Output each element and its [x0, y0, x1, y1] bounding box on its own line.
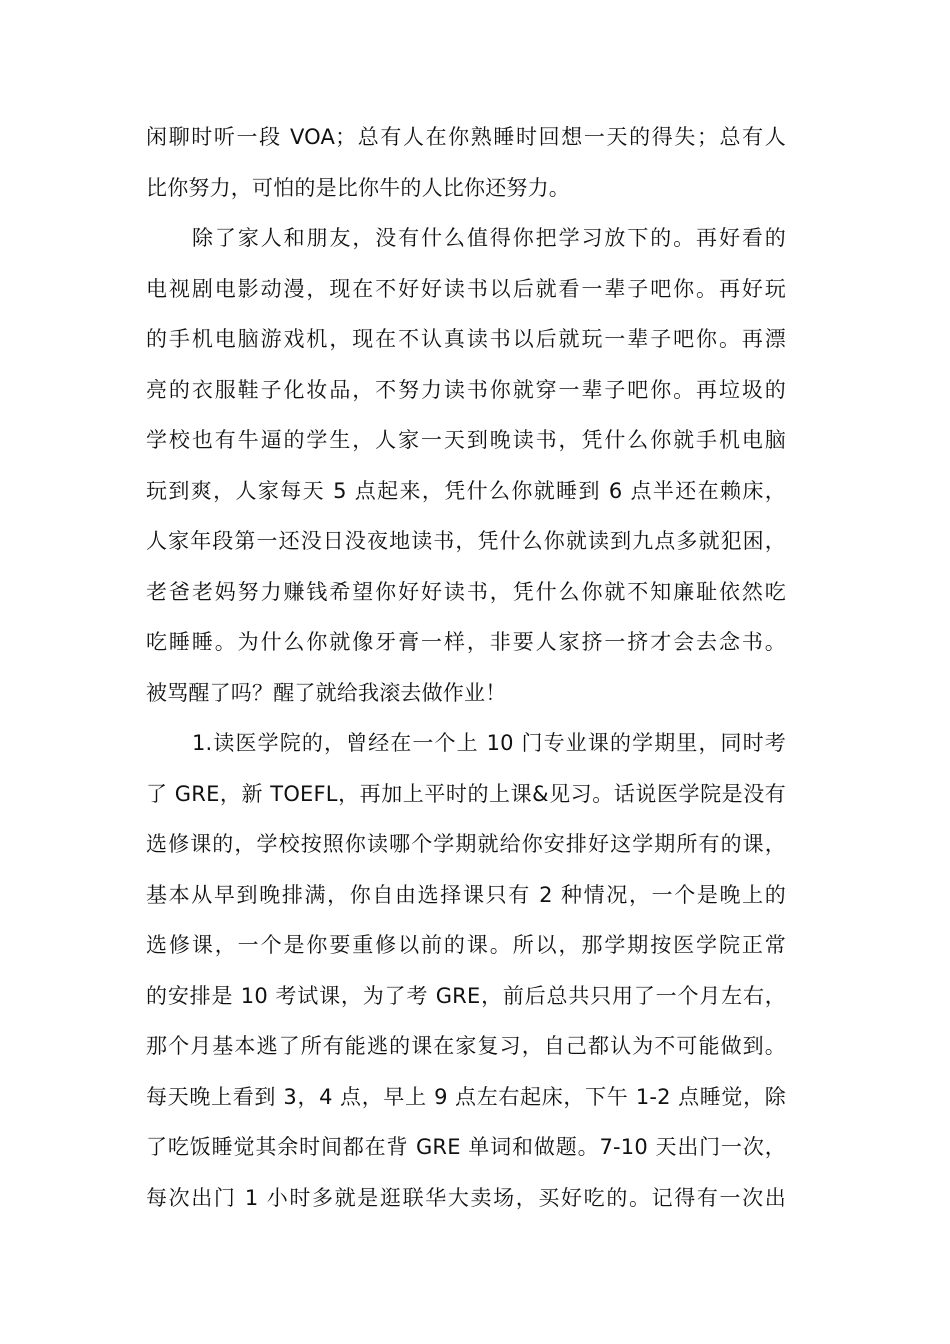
text-line-18: 的安排是 10 考试课，为了考 GRE，前后总共只用了一个月左右，: [146, 984, 786, 1008]
text-line-2: 比你努力，可怕的是比你牛的人比你还努力。: [146, 176, 570, 200]
text-line-13: 1.读医学院的，曾经在一个上 10 门专业课的学期里，同时考: [192, 731, 786, 755]
text-line-7: 学校也有牛逼的学生，人家一天到晚读书，凭什么你就手机电脑: [146, 428, 786, 452]
text-line-16: 基本从早到晚排满，你自由选择课只有 2 种情况，一个是晚上的: [146, 883, 786, 907]
text-line-8: 玩到爽，人家每天 5 点起来，凭什么你就睡到 6 点半还在赖床，: [146, 479, 786, 503]
text-line-14: 了 GRE，新 TOEFL，再加上平时的上课&见习。话说医学院是没有: [146, 782, 786, 806]
text-line-21: 了吃饭睡觉其余时间都在背 GRE 单词和做题。7-10 天出门一次，: [146, 1135, 786, 1159]
text-line-3: 除了家人和朋友，没有什么值得你把学习放下的。再好看的: [192, 226, 786, 250]
text-line-22: 每次出门 1 小时多就是逛联华大卖场，买好吃的。记得有一次出: [146, 1186, 786, 1210]
text-line-19: 那个月基本逃了所有能逃的课在家复习，自己都认为不可能做到。: [146, 1034, 786, 1058]
text-line-20: 每天晚上看到 3，4 点，早上 9 点左右起床，下午 1-2 点睡觉，除: [146, 1085, 786, 1109]
text-line-11: 吃睡睡。为什么你就像牙膏一样，非要人家挤一挤才会去念书。: [146, 630, 786, 654]
text-line-5: 的手机电脑游戏机，现在不认真读书以后就玩一辈子吧你。再漂: [146, 327, 786, 351]
text-line-1: 闲聊时听一段 VOA；总有人在你熟睡时回想一天的得失；总有人: [146, 125, 786, 149]
text-line-4: 电视剧电影动漫，现在不好好读书以后就看一辈子吧你。再好玩: [146, 277, 786, 301]
text-line-9: 人家年段第一还没日没夜地读书，凭什么你就读到九点多就犯困，: [146, 529, 786, 553]
text-line-10: 老爸老妈努力赚钱希望你好好读书，凭什么你就不知廉耻依然吃: [146, 580, 786, 604]
text-line-6: 亮的衣服鞋子化妆品，不努力读书你就穿一辈子吧你。再垃圾的: [146, 378, 786, 402]
text-line-15: 选修课的，学校按照你读哪个学期就给你安排好这学期所有的课，: [146, 832, 786, 856]
text-line-12: 被骂醒了吗？醒了就给我滚去做作业！: [146, 681, 507, 705]
text-line-17: 选修课，一个是你要重修以前的课。所以，那学期按医学院正常: [146, 933, 786, 957]
